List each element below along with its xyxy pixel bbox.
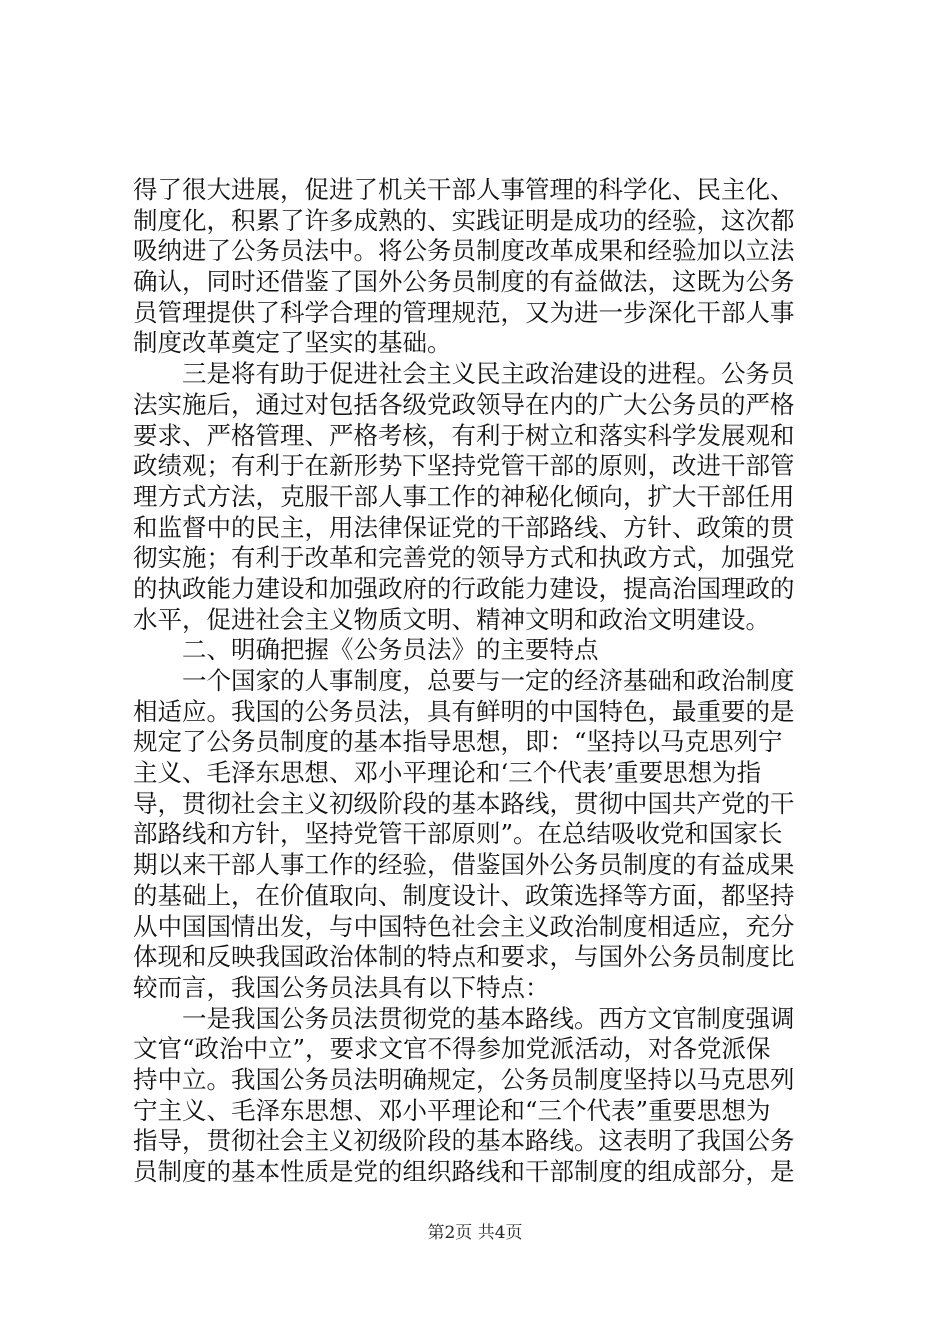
text-line: 文官“政治中立”，要求文官不得参加党派活动，对各党派保 <box>133 1034 771 1064</box>
text-line: 相适应。我国的公务员法，具有鲜明的中国特色，最重要的是 <box>133 696 795 726</box>
text-line: 的执政能力建设和加强政府的行政能力建设，提高治国理政的 <box>133 573 795 603</box>
text-line: 法实施后，通过对包括各级党政领导在内的广大公务员的严格 <box>133 389 795 419</box>
text-line: 员制度的基本性质是党的组织路线和干部制度的组成部分，是 <box>133 1157 795 1186</box>
text-line: 彻实施；有利于改革和完善党的领导方式和执政方式，加强党 <box>133 543 795 573</box>
text-line: 三是将有助于促进社会主义民主政治建设的进程。公务员 <box>182 359 795 389</box>
text-line: 较而言，我国公务员法具有以下特点： <box>133 972 550 1002</box>
text-line: 制度改革奠定了坚实的基础。 <box>133 328 452 358</box>
text-line: 确认，同时还借鉴了国外公务员制度的有益做法，这既为公务 <box>133 267 795 297</box>
text-line: 一个国家的人事制度，总要与一定的经济基础和政治制度 <box>182 666 795 695</box>
page-footer: 第2页 共4页 <box>427 1223 523 1243</box>
text-line: 一是我国公务员法贯彻党的基本路线。西方文官制度强调 <box>182 1003 795 1033</box>
text-line: 主义、毛泽东思想、邓小平理论和‘三个代表’重要思想为指 <box>133 758 762 788</box>
text-line: 水平，促进社会主义物质文明、精神文明和政治文明建设。 <box>133 604 770 634</box>
text-line: 期以来干部人事工作的经验，借鉴国外公务员制度的有益成果 <box>133 850 795 880</box>
text-line: 要求、严格管理、严格考核，有利于树立和落实科学发展观和 <box>133 420 795 450</box>
text-line: 持中立。我国公务员法明确规定，公务员制度坚持以马克思列 <box>133 1064 795 1094</box>
text-line: 二、明确把握《公务员法》的主要特点 <box>182 635 599 665</box>
document-body <box>133 175 833 1188</box>
text-line: 体现和反映我国政治体制的特点和要求，与国外公务员制度比 <box>133 942 795 972</box>
text-line: 从中国国情出发，与中国特色社会主义政治制度相适应，充分 <box>133 911 795 941</box>
text-line: 规定了公务员制度的基本指导思想，即：“坚持以马克思列宁 <box>133 727 783 757</box>
text-line: 制度化，积累了许多成熟的、实践证明是成功的经验，这次都 <box>133 205 795 235</box>
text-line: 部路线和方针，坚持党管干部原则”。在总结吸收党和国家长 <box>133 819 783 849</box>
text-line: 员管理提供了科学合理的管理规范，又为进一步深化干部人事 <box>133 297 795 327</box>
text-line: 得了很大进展，促进了机关干部人事管理的科学化、民主化、 <box>133 175 795 204</box>
text-line: 指导，贯彻社会主义初级阶段的基本路线。这表明了我国公务 <box>133 1126 795 1156</box>
text-line: 的基础上，在价值取向、制度设计、政策选择等方面，都坚持 <box>133 880 795 910</box>
text-line: 政绩观；有利于在新形势下坚持党管干部的原则，改进干部管 <box>133 451 795 481</box>
text-line: 导，贯彻社会主义初级阶段的基本路线，贯彻中国共产党的干 <box>133 788 795 818</box>
text-line: 和监督中的民主，用法律保证党的干部路线、方针、政策的贯 <box>133 512 795 542</box>
text-line: 宁主义、毛泽东思想、邓小平理论和“三个代表”重要思想为 <box>133 1095 771 1125</box>
text-line: 吸纳进了公务员法中。将公务员制度改革成果和经验加以立法 <box>133 236 795 266</box>
text-line: 理方式方法，克服干部人事工作的神秘化倾向，扩大干部任用 <box>133 481 795 511</box>
